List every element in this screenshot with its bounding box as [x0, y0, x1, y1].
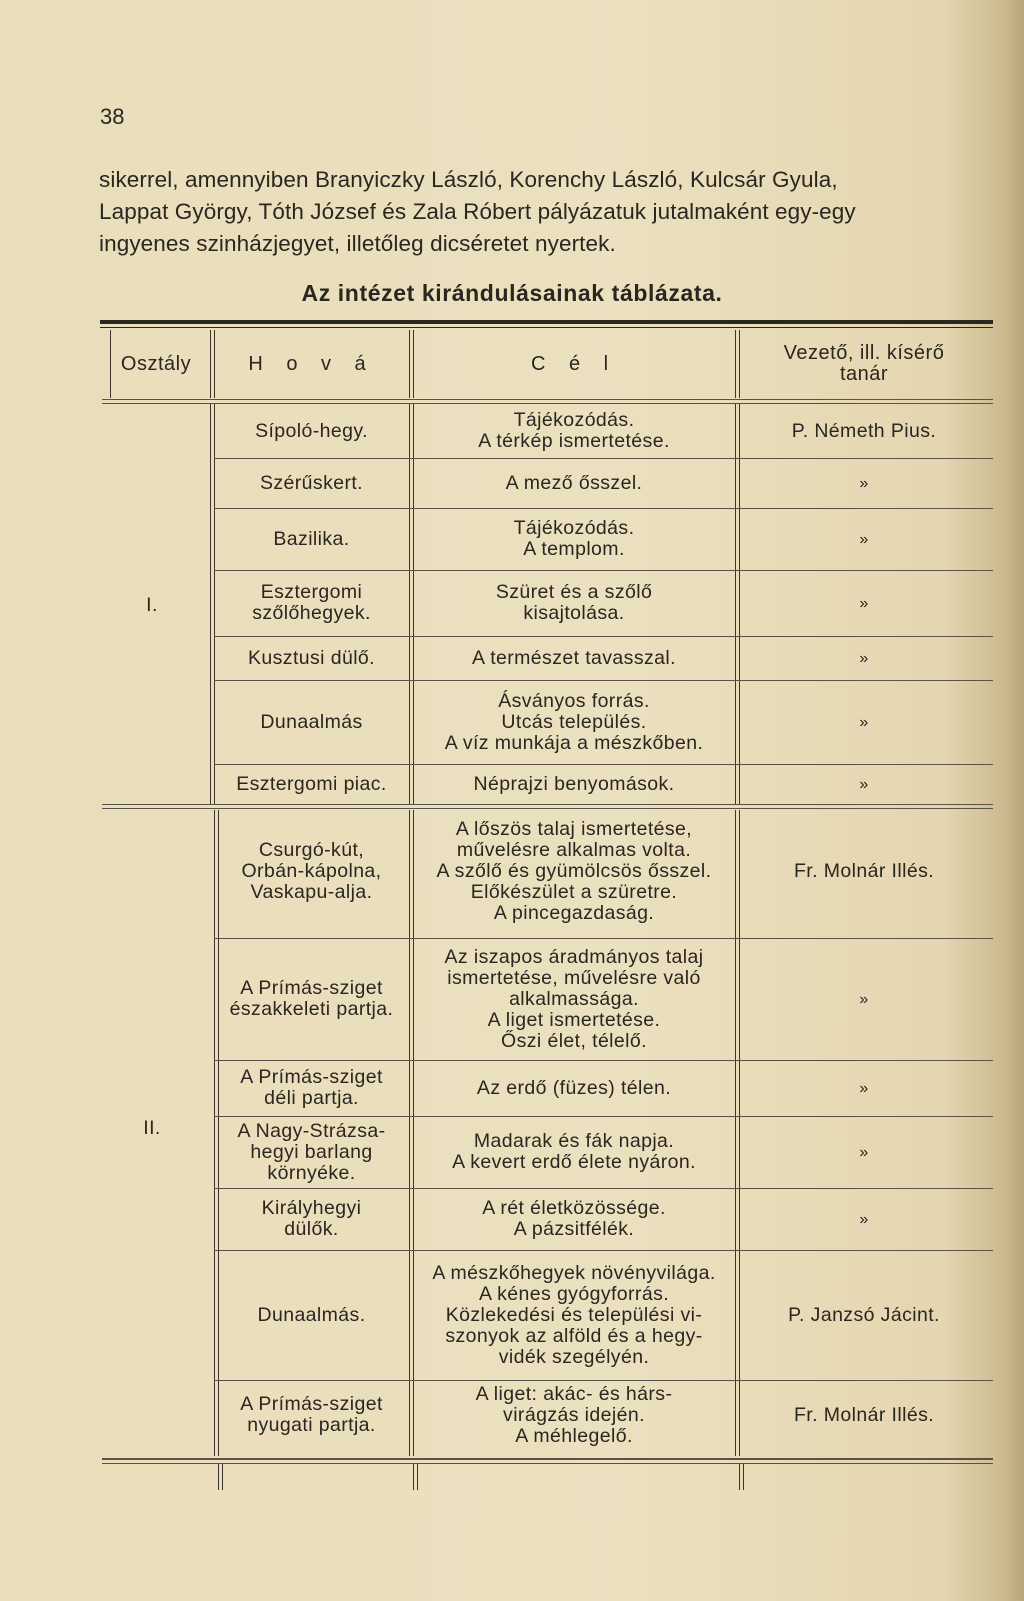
row-14-hova-line: A Prímás-sziget [240, 1393, 383, 1415]
row-1-cel-line: Tájékozódás. [513, 409, 635, 431]
row-line [214, 1188, 993, 1189]
row-10-hova [214, 1060, 409, 1116]
row-14-hova [214, 1380, 409, 1450]
row-3-hova-line: Bazilika. [273, 527, 350, 550]
row-5-vezeto [739, 636, 989, 680]
row-12-vezeto [739, 1188, 989, 1250]
column-line [413, 404, 414, 804]
row-8-cel [413, 804, 735, 938]
row-9-cel-line: ismertetése, művelésre való [447, 966, 701, 989]
header-bottom-line [102, 399, 993, 400]
row-11-vezeto [739, 1116, 989, 1188]
row-5-cel [413, 636, 735, 680]
row-14-cel-line: A liget: akác- és hárs- [475, 1382, 673, 1405]
row-1-vezeto [739, 404, 989, 458]
header-hova-text: H o v á [248, 352, 375, 375]
row-13-cel-line: szonyok az alföld és a hegy- [445, 1324, 703, 1347]
row-4-vezeto [739, 570, 989, 636]
intro-line: sikerrel, amennyiben Branyiczky László, Korenchy László, Kulcsár Gyula, [99, 167, 838, 192]
row-2-vezeto [739, 458, 989, 508]
row-12-cel-line: A rét életközössége. [482, 1197, 666, 1219]
row-13-vezeto [739, 1250, 989, 1380]
row-12-vezeto-line: » [859, 1210, 869, 1228]
stub-line [413, 1464, 414, 1490]
row-12-hova [214, 1188, 409, 1250]
header-column-line [739, 330, 740, 398]
row-11-hova-line: A Nagy-Strázsa- [237, 1119, 386, 1142]
header-vezeto-line: Vezető, ill. kísérő [783, 342, 945, 364]
row-line [214, 764, 993, 765]
row-13-cel [413, 1250, 735, 1380]
row-line [214, 680, 993, 681]
stub-line [417, 1464, 418, 1490]
row-10-cel [413, 1060, 735, 1116]
row-14-cel [413, 1380, 735, 1450]
row-11-hova-line: környéke. [267, 1161, 356, 1184]
stub-line [222, 1464, 223, 1490]
row-9-vezeto-line: » [859, 990, 869, 1008]
row-7-vezeto-line: » [859, 775, 869, 793]
row-line [214, 1060, 993, 1061]
row-11-cel-line: A kevert erdő élete nyáron. [452, 1151, 696, 1173]
row-2-cel-line: A mező ősszel. [505, 471, 643, 494]
row-7-cel [413, 764, 735, 804]
row-6-cel [413, 680, 735, 764]
row-8-cel-line: művelésre alkalmas volta. [456, 838, 692, 861]
row-line [214, 458, 993, 459]
row-9-vezeto [739, 938, 989, 1060]
column-line [214, 810, 215, 1456]
row-13-cel-line: Közlekedési és települési vi- [445, 1303, 703, 1326]
row-8-hova-line: Csurgó-kút, [258, 838, 365, 861]
header-osztaly [102, 330, 210, 398]
row-line [214, 570, 993, 571]
table-bottom-line [102, 1458, 993, 1460]
header-cel [413, 330, 735, 398]
row-14-cel-line: virágzás idején. [503, 1403, 645, 1426]
row-13-cel-line: A kénes gyógyforrás. [478, 1282, 670, 1305]
row-6-cel-line: A víz munkája a mészkőben. [444, 731, 704, 754]
row-8-cel-line: A lőszös talaj ismertetése, [455, 817, 693, 840]
row-13-vezeto-line: P. Janzsó Jácint. [788, 1303, 940, 1326]
row-8-vezeto-line: Fr. Molnár Illés. [793, 859, 935, 882]
row-8-vezeto [739, 804, 989, 938]
row-13-hova-line: Dunaalmás. [257, 1303, 366, 1326]
row-8-cel-line: A pincegazdaság. [493, 901, 655, 924]
row-6-hova [214, 680, 409, 764]
row-9-hova-line: északkeleti partja. [229, 998, 394, 1020]
row-1-vezeto-line: P. Németh Pius. [791, 419, 937, 442]
row-line [214, 1116, 993, 1117]
class-divider-line [102, 804, 993, 805]
row-line [214, 508, 993, 509]
table-title: Az intézet kirándulásainak táblázata. [301, 280, 723, 306]
row-9-cel-line: A liget ismertetése. [487, 1008, 661, 1031]
stub-line [218, 1464, 219, 1490]
row-line [214, 1380, 993, 1381]
column-line [413, 810, 414, 1456]
row-14-cel-line: A méhlegelő. [515, 1424, 633, 1447]
row-4-vezeto-line: » [859, 594, 869, 612]
row-11-cel [413, 1116, 735, 1188]
row-10-cel-line: Az erdő (füzes) télen. [476, 1076, 672, 1099]
row-8-hova-line: Orbán-kápolna, [241, 859, 382, 882]
row-9-cel-line: Az iszapos áradmányos talaj [444, 945, 704, 968]
class-label-i [102, 585, 202, 625]
row-5-hova-line: Kusztusi dülő. [248, 646, 375, 669]
column-line [739, 810, 740, 1456]
row-3-cel-line: Tájékozódás. [513, 517, 635, 539]
row-10-vezeto [739, 1060, 989, 1116]
header-osztaly-text: Osztály [120, 352, 192, 375]
header-cel-text: C é l [530, 352, 618, 375]
row-2-hova-line: Szérűskert. [259, 471, 363, 494]
column-line [210, 404, 211, 804]
header-column-line [735, 330, 736, 398]
row-13-cel-line: vidék szegélyén. [498, 1345, 650, 1368]
row-11-cel-line: Madarak és fák napja. [473, 1130, 675, 1152]
intro-paragraph [99, 164, 984, 260]
column-line [409, 810, 410, 1456]
header-column-line [210, 330, 211, 398]
header-vezeto [739, 330, 989, 398]
row-9-hova-line: A Prímás-sziget [240, 977, 383, 999]
row-11-hova [214, 1116, 409, 1188]
row-12-cel-line: A pázsitfélék. [513, 1218, 635, 1240]
row-7-vezeto [739, 764, 989, 804]
row-10-hova-line: déli partja. [264, 1087, 359, 1109]
table-top-rule-thin [100, 327, 993, 328]
row-line [214, 636, 993, 637]
row-12-hova-line: Királyhegyi [261, 1197, 362, 1219]
row-11-hova-line: hegyi barlang [250, 1140, 373, 1163]
column-line [735, 404, 736, 804]
row-3-hova [214, 508, 409, 570]
header-vezeto-line: tanár [839, 363, 889, 385]
row-1-cel-line: A térkép ismertetése. [478, 430, 670, 452]
row-4-hova-line: szőlőhegyek. [252, 602, 371, 624]
row-3-cel-line: A templom. [523, 538, 625, 560]
row-11-vezeto-line: » [859, 1143, 869, 1161]
row-5-cel-line: A természet tavasszal. [472, 646, 676, 669]
class-label-i-text: I. [146, 593, 158, 616]
row-6-vezeto [739, 680, 989, 764]
row-10-hova-line: A Prímás-sziget [240, 1066, 383, 1088]
row-6-cel-line: Ásványos forrás. [498, 689, 650, 712]
row-3-cel [413, 508, 735, 570]
row-1-cel [413, 404, 735, 458]
column-line [409, 404, 410, 804]
row-14-hova-line: nyugati partja. [247, 1414, 376, 1436]
row-2-cel [413, 458, 735, 508]
row-9-cel [413, 938, 735, 1060]
intro-line: ingyenes szinházjegyet, illetőleg dicséretet nyertek. [99, 231, 616, 256]
row-10-vezeto-line: » [859, 1079, 869, 1097]
row-9-cel-line: Őszi élet, télelő. [501, 1029, 647, 1052]
class-label-ii-text: II. [143, 1116, 161, 1139]
row-7-hova-line: Esztergomi piac. [236, 772, 387, 795]
row-4-cel [413, 570, 735, 636]
row-6-cel-line: Utcás település. [501, 710, 647, 733]
column-line [739, 404, 740, 804]
row-13-hova [214, 1250, 409, 1380]
class-label-ii [102, 1108, 202, 1148]
row-4-hova-line: Esztergomi [260, 581, 363, 603]
row-8-cel-line: Előkészület a szüretre. [470, 880, 678, 903]
row-4-cel-line: Szüret és a szőlő [495, 581, 653, 603]
row-line [214, 938, 993, 939]
table-top-rule [100, 320, 993, 324]
row-3-vezeto-line: » [859, 530, 869, 548]
row-1-hova-line: Sípoló-hegy. [255, 419, 368, 442]
header-hova [214, 330, 409, 398]
class-divider-line-2 [102, 808, 993, 809]
row-14-vezeto [739, 1380, 989, 1450]
page-number: 38 [100, 104, 125, 129]
row-9-cel-line: alkalmassága. [509, 987, 639, 1010]
header-bottom-line-2 [102, 403, 993, 404]
row-6-hova-line: Dunaalmás [260, 710, 363, 733]
row-12-cel [413, 1188, 735, 1250]
column-line [218, 810, 219, 1456]
row-line [214, 1250, 993, 1251]
row-3-vezeto [739, 508, 989, 570]
row-5-hova [214, 636, 409, 680]
column-line [214, 404, 215, 804]
intro-line: Lappat György, Tóth József és Zala Róbert pályázatuk jutalmaként egy-egy [99, 199, 856, 224]
row-14-vezeto-line: Fr. Molnár Illés. [793, 1403, 935, 1426]
header-column-line [413, 330, 414, 398]
row-8-cel-line: A szőlő és gyümölcsös ősszel. [436, 859, 712, 882]
header-column-line [110, 330, 111, 398]
row-1-hova [214, 404, 409, 458]
row-8-hova-line: Vaskapu-alja. [250, 880, 373, 903]
row-9-hova [214, 938, 409, 1060]
stub-line [743, 1464, 744, 1490]
row-7-cel-line: Néprajzi benyomások. [473, 772, 675, 795]
row-7-hova [214, 764, 409, 804]
header-column-line [409, 330, 410, 398]
row-4-cel-line: kisajtolása. [523, 602, 625, 624]
row-5-vezeto-line: » [859, 649, 869, 667]
row-12-hova-line: dülők. [284, 1218, 339, 1240]
row-13-cel-line: A mészkőhegyek növényvilága. [432, 1261, 716, 1284]
row-6-vezeto-line: » [859, 713, 869, 731]
row-8-hova [214, 804, 409, 938]
table-bottom-line-2 [102, 1463, 993, 1464]
header-column-line [214, 330, 215, 398]
column-line [735, 810, 736, 1456]
row-4-hova [214, 570, 409, 636]
row-2-vezeto-line: » [859, 474, 869, 492]
stub-line [739, 1464, 740, 1490]
row-2-hova [214, 458, 409, 508]
